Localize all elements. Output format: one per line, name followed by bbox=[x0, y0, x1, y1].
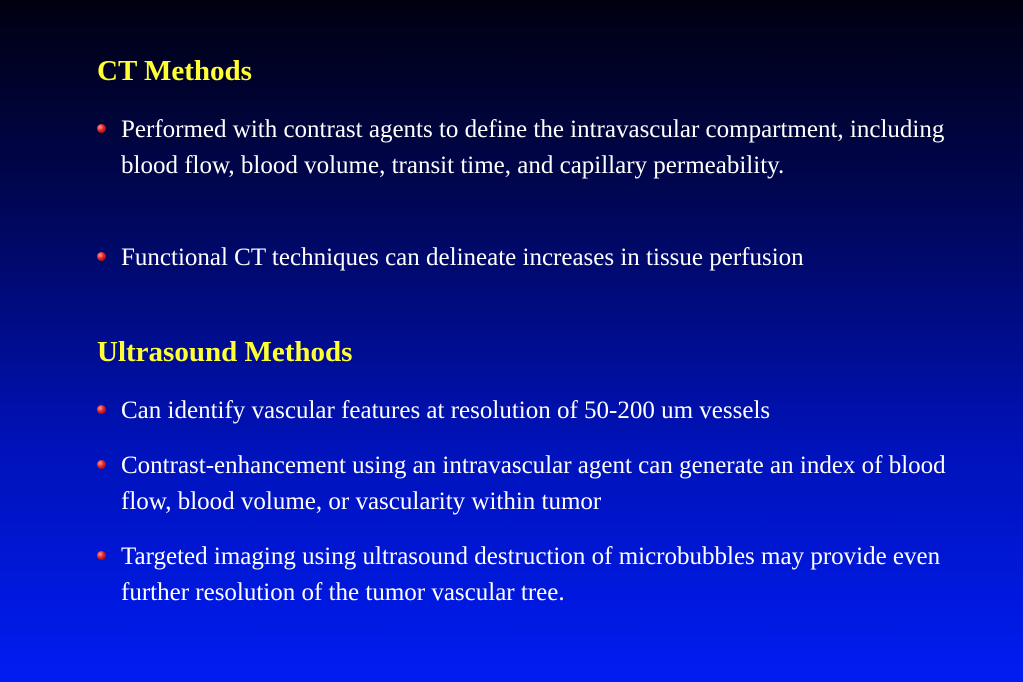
ultrasound-methods-heading: Ultrasound Methods bbox=[97, 336, 353, 368]
ct-bullet-1 bbox=[97, 112, 967, 184]
bullet-icon bbox=[97, 551, 106, 560]
ultrasound-bullet-2 bbox=[97, 448, 967, 520]
bullet-icon bbox=[97, 405, 106, 414]
bullet-icon bbox=[97, 460, 106, 469]
bullet-icon bbox=[97, 252, 106, 261]
ultrasound-bullet-3-text: Targeted imaging using ultrasound destruction of microbubbles may provide even further resolution of the tumor vascular tree. bbox=[121, 543, 941, 606]
ultrasound-bullet-1-text: Can identify vascular features at resolution of 50-200 um vessels bbox=[121, 397, 771, 424]
ct-methods-heading: CT Methods bbox=[97, 55, 252, 87]
ct-bullet-1-text: Performed with contrast agents to define the intravascular compartment, including blood flow, blood volume, transit time, and capillary permeability. bbox=[121, 116, 945, 179]
ct-bullet-2 bbox=[97, 240, 967, 276]
ultrasound-bullet-2-text: Contrast-enhancement using an intravascular agent can generate an index of blood flow, blood volume, or vascularity within tumor bbox=[121, 452, 946, 515]
bullet-icon bbox=[97, 124, 106, 133]
ultrasound-bullet-1 bbox=[97, 393, 967, 429]
ct-bullet-2-text: Functional CT techniques can delineate increases in tissue perfusion bbox=[121, 244, 804, 271]
ultrasound-bullet-3 bbox=[97, 539, 967, 611]
